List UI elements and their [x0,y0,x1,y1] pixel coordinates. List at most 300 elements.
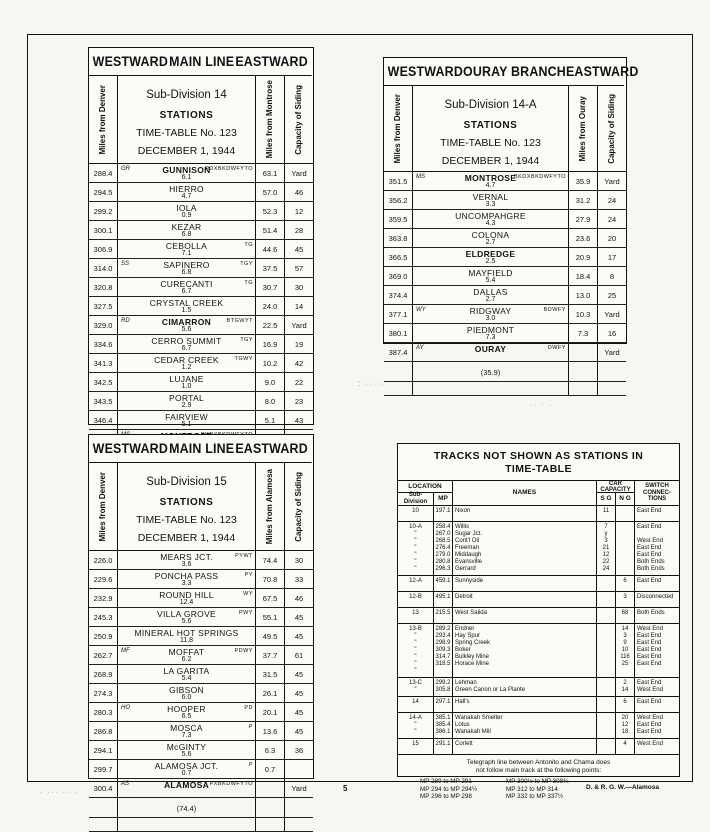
station-row [89,316,313,335]
miles-from-denver: 314.0 [89,259,118,277]
miles-from-denver: 334.6 [89,335,118,353]
station-facilities: PYWT [235,553,253,559]
group-names [453,713,597,739]
switch-connections-heading: SWITCH CONNEC-TIONS [635,481,679,506]
track-value: West End [637,687,663,693]
station-facilities: WY [243,591,253,597]
station-row [89,221,313,240]
track-value: Wanakah Smelter [455,715,503,721]
station-code: SS [121,261,130,267]
miles-from-terminal: 67.5 [255,589,284,607]
distance-to-next: 5.6 [181,618,192,625]
group-mp [434,576,453,592]
track-value: Lotus [455,722,470,728]
station-facilities: TG [244,242,253,248]
station-code: AS [121,781,130,787]
station-cell [118,335,255,353]
track-value: " [414,729,417,735]
group-sg [597,678,616,697]
group-sg [597,592,616,608]
telegraph-note [398,759,679,775]
column-capacity-of-siding [284,76,313,163]
station-name: MINERAL HOT SPRINGS [134,628,239,638]
miles-from-terminal: 24.0 [255,297,284,315]
track-value: " [414,640,417,646]
miles-from-terminal: 63.1 [255,164,284,182]
header-east: EASTWARD [565,64,639,79]
miles-from-denver: 343.5 [89,392,118,410]
miles-from-terminal: 22.5 [255,316,284,334]
miles-from-denver: 294.1 [89,741,118,759]
track-value: Cont'l Oil [455,538,480,544]
station-row [384,210,626,229]
group-switch [635,697,679,713]
track-value: 25 [621,661,629,667]
station-name: PONCHA PASS [154,571,219,581]
track-value: 289.2 [435,626,451,632]
group-mp [434,624,453,678]
miles-from-terminal: 44.6 [255,240,284,258]
distance-to-next: 1.2 [181,364,192,371]
miles-from-terminal: 16.9 [255,335,284,353]
group-sg [597,506,616,522]
miles-from-denver: 280.3 [89,703,118,721]
station-row [89,722,313,741]
track-value: y [604,531,608,537]
group-subdivision [398,697,434,713]
station-row [89,297,313,316]
station-name: MOSCA [170,723,203,733]
track-value: 3 [604,538,608,544]
railroad-footer: D. & R. G. W.—Alamosa [586,784,659,791]
station-cell [118,392,255,410]
miles-from-denver: 366.5 [384,248,413,266]
page-number: 5 [343,784,348,793]
station-row [384,286,626,305]
miles-from-denver: 294.5 [89,183,118,201]
station-facilities: TG [244,280,253,286]
blank-row [89,818,313,832]
miles-from-terminal: 31.5 [255,665,284,683]
timetable-main-line-14 [88,47,314,428]
track-value: Disconnected [637,594,674,600]
siding-capacity: 22 [284,373,313,391]
track-value: 276.4 [435,545,451,551]
track-value: " [414,647,417,653]
station-cell [413,191,568,209]
station-cell [118,608,255,626]
station-cell [413,248,568,266]
heading-subdivision: Sub-Division 14-A [444,99,537,111]
miles-from-terminal: 26.1 [255,684,284,702]
station-cell [118,373,255,391]
miles-from-terminal: 10.2 [255,354,284,372]
timetable-header [89,48,312,76]
miles-from-terminal: 30.7 [255,278,284,296]
station-name: CRYSTAL CREEK [149,298,224,308]
siding-capacity: 43 [284,411,313,429]
station-name: ALAMOSA [163,780,210,790]
station-row [384,305,626,324]
station-row [89,259,313,278]
group-names [453,697,597,713]
miles-from-denver: 262.7 [89,646,118,664]
siding-capacity: Yard [597,305,626,323]
group-sg [597,522,616,576]
track-value: West End [637,741,663,747]
column-miles-from-terminal [255,463,284,550]
miles-from-terminal: 9.0 [255,373,284,391]
station-facilities: P [248,762,253,768]
track-value: West Salida [455,610,487,616]
station-name: PORTAL [168,393,205,403]
station-cell [413,305,568,323]
group-names [453,678,597,697]
track-value: East End [637,633,662,639]
station-cell [118,183,255,201]
station-facilities: PY [244,572,253,578]
siding-capacity: Yard [597,172,626,190]
track-value: 13-B [409,626,422,632]
group-subdivision [398,713,434,739]
station-cell [118,589,255,607]
track-value: Sunnyside [455,578,484,584]
blank-row [384,382,626,396]
stations-heading [413,86,568,171]
station-name: MOFFAT [168,647,205,657]
column-label: Miles from Denver [98,84,107,155]
station-rows [384,172,626,396]
track-value: 291.1 [435,741,451,747]
track-value: Evansville [455,559,483,565]
distance-to-next: 3.3 [485,201,496,208]
column-headings [384,86,626,172]
miles-from-denver: 387.4 [384,343,413,361]
distance-to-next: 6.7 [181,345,192,352]
track-value: East End [637,722,662,728]
distance-to-next: 2.9 [181,402,192,409]
station-facilities: PXBKDWFYTO [209,781,253,787]
timetable-main-line-15 [88,434,314,813]
miles-from-denver: 329.0 [89,316,118,334]
track-value: East End [637,545,662,551]
miles-from-terminal: 23.6 [568,229,597,247]
track-value: Both Ends [637,566,665,572]
group-subdivision [398,608,434,624]
miles-from-terminal: 13.0 [568,286,597,304]
siding-capacity: 45 [284,240,313,258]
station-row [89,202,313,221]
total-distance: (74.4) [176,804,197,813]
group-switch [635,608,679,624]
track-value: Wanakah Mill [455,729,491,735]
station-facilities: BDWFY [543,307,566,313]
station-cell [118,259,255,277]
station-row [384,191,626,210]
track-value: Corlett [455,741,473,747]
station-name: GIBSON [169,685,204,695]
miles-from-terminal: 31.2 [568,191,597,209]
miles-from-denver: 286.8 [89,722,118,740]
group-mp [434,678,453,697]
track-value: 21 [602,545,610,551]
station-code: MF [121,648,130,654]
track-value: 116 [620,654,630,660]
siding-capacity: 30 [284,278,313,296]
siding-capacity: 24 [597,191,626,209]
station-name: VILLA GROVE [156,609,217,619]
track-value: Boker [455,647,471,653]
station-row [89,278,313,297]
group-subdivision [398,678,434,697]
miles-from-denver: 369.0 [384,267,413,285]
mp-heading: MP [434,493,453,506]
siding-capacity: 19 [284,335,313,353]
track-value: West End [637,538,663,544]
station-cell [413,172,568,190]
heading-timetable: TIME-TABLE No. 123 [136,514,237,526]
column-miles-from-denver [89,463,118,550]
distance-to-next: 7.3 [485,334,496,341]
station-row [89,589,313,608]
ng-heading: N G [616,493,635,506]
station-name: CIMARRON [161,317,212,327]
station-cell [118,354,255,372]
miles-from-denver: 327.5 [89,297,118,315]
group-names [453,739,597,755]
track-value: Freeman [455,545,480,551]
station-row [89,741,313,760]
header-west: WESTWARD [387,64,463,79]
siding-capacity: 16 [597,324,626,342]
distance-to-next: 0.9 [181,212,192,219]
miles-from-denver: 299.2 [89,202,118,220]
timetable-header [89,435,312,463]
siding-capacity: 45 [284,627,313,645]
track-value: " [414,687,417,693]
miles-from-denver: 363.8 [384,229,413,247]
track-value: Endner [455,626,475,632]
group-switch [635,678,679,697]
station-row [384,324,626,343]
station-code: GR [121,166,130,172]
scan-noise: · ··· ·· · [40,790,79,796]
track-value: 7 [604,524,608,530]
track-value: 215.5 [435,610,451,616]
miles-from-terminal: 13.6 [255,722,284,740]
milepost-range: MP 300½ to MP 308¾ [506,778,569,785]
sg-heading: S G [597,493,616,506]
subdivision-heading: Sub-Division [398,493,434,506]
station-row [89,164,313,183]
column-capacity-of-siding [284,463,313,550]
milepost-range: MP 312 to MP 314 [506,785,558,793]
track-value: 6 [623,699,627,705]
track-value: 296.3 [435,566,451,572]
miles-from-terminal: 57.0 [255,183,284,201]
column-miles-from-denver [89,76,118,163]
distance-to-next: 7.1 [181,250,192,257]
miles-from-terminal: 27.9 [568,210,597,228]
track-value: 258.4 [435,524,451,530]
station-facilities: PDXBKDWFYTO [205,166,253,172]
group-switch [635,592,679,608]
track-value: Gerrard [455,566,476,572]
track-value: 459.1 [435,578,451,584]
track-value: 14-A [409,715,422,721]
track-value: 12 [602,552,610,558]
miles-from-terminal [255,779,284,797]
station-row [89,335,313,354]
track-value: Bulkley Mine [455,654,490,660]
station-name: ELDREDGE [465,249,516,259]
car-capacity-heading: CAR CAPACITY [597,481,635,493]
miles-from-terminal: 10.3 [568,305,597,323]
miles-from-terminal: 8.0 [255,392,284,410]
track-value: 297.1 [435,699,451,705]
group-ng [616,592,635,608]
heading-stations-label: STATIONS [463,120,518,131]
siding-capacity: 45 [284,665,313,683]
column-capacity-of-siding [597,86,626,171]
group-mp [434,697,453,713]
group-ng [616,624,635,678]
station-cell [118,278,255,296]
track-value: 22 [602,559,610,565]
station-cell [118,411,255,429]
heading-stations-label: STATIONS [159,110,214,121]
heading-subdivision: Sub-Division 15 [146,476,227,488]
siding-capacity: 33 [284,570,313,588]
track-value: Hall's [455,699,470,705]
tracks-title-line: TIME-TABLE [505,463,572,475]
group-ng [616,506,635,522]
station-cell [118,164,255,182]
distance-to-next: 5.4 [181,675,192,682]
track-value: 20 [621,715,629,721]
group-names [453,608,597,624]
header-mid: MAIN LINE [169,54,235,69]
station-cell [118,760,255,778]
station-name: COLONA [471,230,510,240]
distance-to-next: 6.7 [181,288,192,295]
milepost-range: MP 289 to MP 291 [420,778,472,785]
station-facilities: PWY [238,610,253,616]
miles-from-terminal: 0.7 [255,760,284,778]
distance-to-next: 4.3 [485,220,496,227]
group-ng [616,576,635,592]
station-code: AY [416,345,424,351]
tracks-title-line: TRACKS NOT SHOWN AS STATIONS IN [433,450,644,462]
group-mp [434,506,453,522]
station-name: CERRO SUMMIT [151,336,222,346]
siding-capacity: 45 [284,703,313,721]
group-switch [635,624,679,678]
station-name: LUJANE [169,374,204,384]
names-heading: NAMES [453,481,597,506]
distance-to-next: 5.6 [181,751,192,758]
heading-timetable: TIME-TABLE No. 123 [440,137,541,149]
station-name: McGINTY [166,742,207,752]
track-value: 11 [602,508,610,514]
station-cell [118,741,255,759]
station-cell [118,240,255,258]
location-heading: LOCATION [398,481,453,493]
total-row [384,362,626,382]
track-value: 298.9 [435,640,451,646]
track-value: Detroit [455,594,473,600]
track-value: 385.1 [435,715,451,721]
miles-from-denver: 380.1 [384,324,413,342]
station-cell [413,267,568,285]
distance-to-next: 7.3 [181,732,192,739]
group-sg [597,697,616,713]
group-sg [597,608,616,624]
station-row [384,343,626,362]
station-name: MAYFIELD [468,268,513,278]
miles-from-denver: 320.8 [89,278,118,296]
group-sg [597,624,616,678]
track-value: 12-A [409,578,422,584]
header-mid: MAIN LINE [169,441,235,456]
scan-noise: ⁚ ·· ˙· [358,382,385,388]
siding-capacity: 45 [284,722,313,740]
station-name: DALLAS [473,287,508,297]
column-miles-from-terminal [255,76,284,163]
station-row [89,684,313,703]
station-row [89,373,313,392]
station-name: PIEDMONT [466,325,515,335]
distance-to-next: 4.7 [181,193,192,200]
miles-from-denver: 306.9 [89,240,118,258]
track-value: Both Ends [637,559,665,565]
miles-from-terminal: 5.1 [255,411,284,429]
distance-to-next: 3.6 [181,561,192,568]
group-subdivision [398,592,434,608]
track-value: East End [637,654,662,660]
track-value: 305.8 [435,687,451,693]
track-value: 10 [621,647,629,653]
group-mp [434,522,453,576]
distance-to-next: 5.1 [181,421,192,428]
station-cell [413,286,568,304]
miles-from-denver: 351.5 [384,172,413,190]
siding-capacity: 30 [284,551,313,569]
station-cell [413,229,568,247]
header-west: WESTWARD [92,441,168,456]
track-value: Both Ends [637,610,665,616]
stations-heading [118,463,255,550]
track-value: 3 [623,594,627,600]
distance-to-next: 0.7 [181,770,192,777]
track-value: West End [637,626,663,632]
group-switch [635,506,679,522]
stations-heading [118,76,255,163]
telegraph-note-line: not follow main track at the following points: [475,767,602,774]
station-cell [413,210,568,228]
station-row [384,248,626,267]
distance-to-next: 1.0 [181,383,192,390]
column-headings [89,76,313,164]
track-value: " [414,654,417,660]
group-switch [635,713,679,739]
distance-to-next: 6.5 [181,713,192,720]
station-row [89,703,313,722]
miles-from-terminal: 70.8 [255,570,284,588]
track-value: East End [637,661,662,667]
station-cell [118,684,255,702]
total-row [89,798,313,818]
